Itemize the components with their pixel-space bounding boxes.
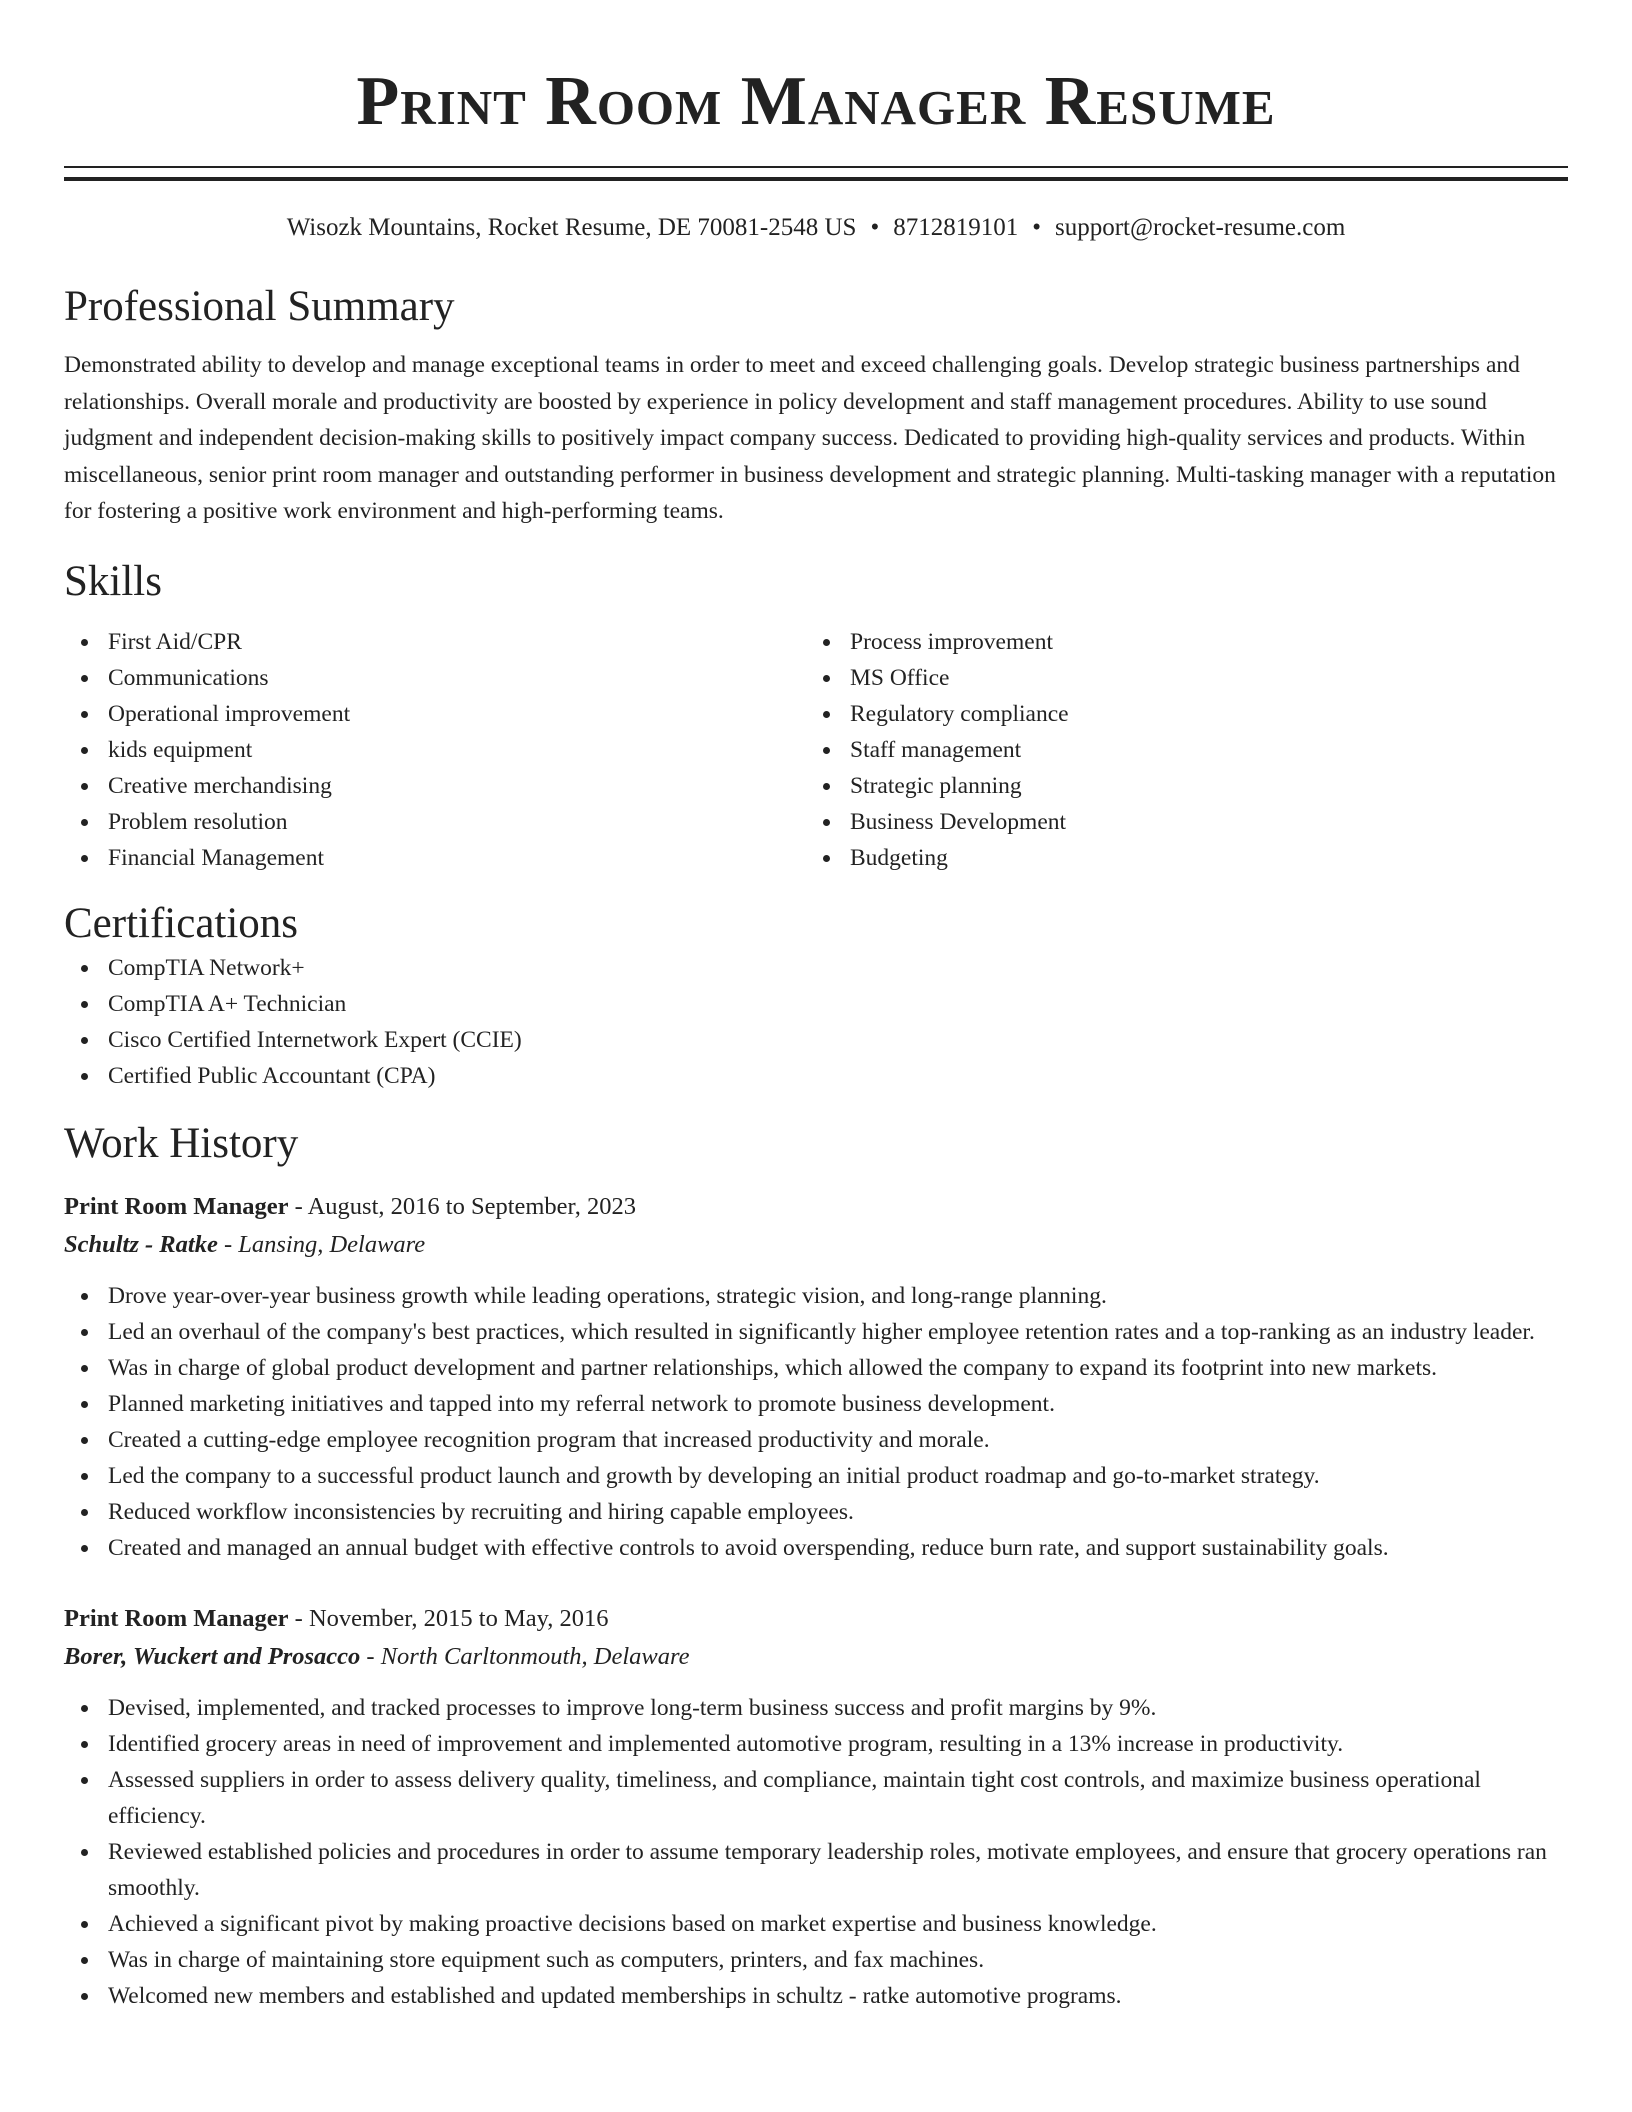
skill-item: Financial Management — [64, 840, 806, 876]
job-employer — [64, 1226, 1568, 1264]
job-bullet: Was in charge of maintaining store equipment such as computers, printers, and fax machines. — [64, 1942, 1568, 1978]
job-bullet: Created and managed an annual budget with effective controls to avoid overspending, reduce burn rate, and support sustainability goals. — [64, 1530, 1568, 1566]
job-bullet: Identified grocery areas in need of improvement and implemented automotive program, resulting in a 13% increase in productivity. — [64, 1726, 1568, 1762]
job-bullets — [64, 1278, 1568, 1566]
job-bullet: Drove year-over-year business growth while leading operations, strategic vision, and long-range planning. — [64, 1278, 1568, 1314]
job-bullet: Led an overhaul of the company's best practices, which resulted in significantly higher employee retention rates and a top-ranking as an industry leader. — [64, 1314, 1568, 1350]
job-company: Borer, Wuckert and Prosacco — [64, 1642, 361, 1670]
title-divider — [64, 166, 1568, 181]
job-bullet: Led the company to a successful product launch and growth by developing an initial product roadmap and go-to-market strategy. — [64, 1458, 1568, 1494]
skill-item: Process improvement — [806, 624, 1506, 660]
certification-item: Certified Public Accountant (CPA) — [64, 1058, 1568, 1094]
job-bullet: Created a cutting-edge employee recognition program that increased productivity and morale. — [64, 1422, 1568, 1458]
job-bullet: Devised, implemented, and tracked processes to improve long-term business success and profit margins by 9%. — [64, 1690, 1568, 1726]
job-entry — [64, 1188, 1568, 1566]
job-company: Schultz - Ratke — [64, 1230, 218, 1258]
certifications-list — [64, 950, 1568, 1094]
skills-column-right — [806, 624, 1506, 876]
certification-item: CompTIA Network+ — [64, 950, 1568, 986]
skills-column-left — [64, 624, 806, 876]
job-header — [64, 1600, 1568, 1638]
job-bullet: Was in charge of global product development and partner relationships, which allowed the company to expand its footprint into new markets. — [64, 1350, 1568, 1386]
job-dates: - August, 2016 to September, 2023 — [288, 1192, 636, 1220]
skill-item: Business Development — [806, 804, 1506, 840]
job-location: - Lansing, Delaware — [217, 1230, 426, 1258]
skill-item: MS Office — [806, 660, 1506, 696]
skill-item: Staff management — [806, 732, 1506, 768]
section-heading-certifications: Certifications — [64, 899, 299, 947]
section-heading-skills: Skills — [64, 557, 162, 605]
resume-page — [64, 0, 1568, 2014]
job-bullet: Planned marketing initiatives and tapped into my referral network to promote business development. — [64, 1386, 1568, 1422]
skill-item: Problem resolution — [64, 804, 806, 840]
skill-item: Creative merchandising — [64, 768, 806, 804]
job-bullet: Assessed suppliers in order to assess delivery quality, timeliness, and compliance, maintain tight cost controls, and maximize business operational efficiency. — [64, 1762, 1568, 1834]
certification-item: CompTIA A+ Technician — [64, 986, 1568, 1022]
contact-email: support@rocket-resume.com — [1055, 214, 1346, 241]
certification-item: Cisco Certified Internetwork Expert (CCIE) — [64, 1022, 1568, 1058]
contact-line — [64, 211, 1568, 245]
contact-address: Wisozk Mountains, Rocket Resume, DE 70081-2548 US — [286, 214, 857, 241]
contact-phone: 8712819101 — [893, 214, 1019, 241]
skill-item: kids equipment — [64, 732, 806, 768]
skill-item: Strategic planning — [806, 768, 1506, 804]
summary-text: Demonstrated ability to develop and manage exceptional teams in order to meet and exceed challenging goals. Develop strategic business partnerships and relationships. Overall morale and productivity are boosted by experience in policy development and staff management procedures. Ability to use sound judgment and independent decision-making skills to positively impact company success. Dedicated to providing high-quality services and products. Within miscellaneous, senior print room manager and outstanding performer in business development and strategic planning. Multi-tasking manager with a reputation for fostering a positive work environment and high-performing teams. — [64, 352, 1556, 524]
contact-separator: • — [1032, 214, 1041, 241]
job-dates: - November, 2015 to May, 2016 — [288, 1604, 609, 1632]
skill-item: Operational improvement — [64, 696, 806, 732]
skill-item: Budgeting — [806, 840, 1506, 876]
section-heading-summary: Professional Summary — [64, 283, 455, 330]
job-title: Print Room Manager — [64, 1604, 289, 1632]
job-title: Print Room Manager — [64, 1192, 289, 1220]
contact-separator: • — [870, 214, 880, 241]
resume-title: Print Room Manager Resume — [356, 63, 1276, 140]
skill-item: First Aid/CPR — [64, 624, 806, 660]
skill-item: Regulatory compliance — [806, 696, 1506, 732]
skill-item: Communications — [64, 660, 806, 696]
job-header — [64, 1188, 1568, 1226]
job-bullet: Welcomed new members and established and updated memberships in schultz - ratke automotive programs. — [64, 1978, 1568, 2014]
job-employer — [64, 1638, 1568, 1676]
job-bullet: Reduced workflow inconsistencies by recruiting and hiring capable employees. — [64, 1494, 1568, 1530]
job-entry — [64, 1600, 1568, 2014]
section-heading-work-history: Work History — [64, 1119, 299, 1167]
job-bullets — [64, 1690, 1568, 2014]
job-bullet: Achieved a significant pivot by making proactive decisions based on market expertise and business knowledge. — [64, 1906, 1568, 1942]
skills-list — [64, 624, 1568, 876]
job-location: - North Carltonmouth, Delaware — [360, 1642, 690, 1670]
job-bullet: Reviewed established policies and procedures in order to assume temporary leadership roles, motivate employees, and ensure that grocery operations ran smoothly. — [64, 1834, 1568, 1906]
